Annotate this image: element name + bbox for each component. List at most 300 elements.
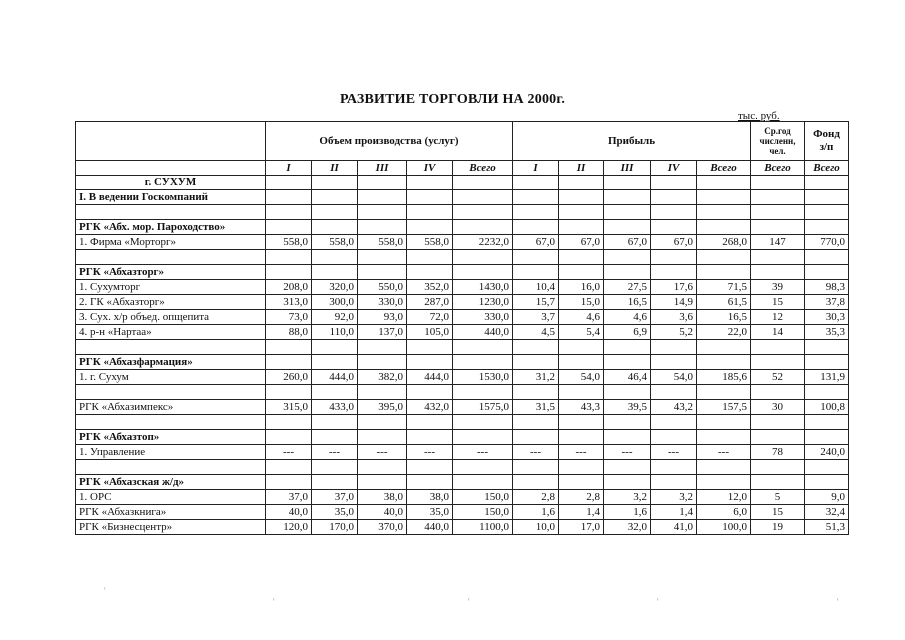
table-cell xyxy=(266,340,312,355)
row-label: РГК «Бизнесцентр» xyxy=(76,520,266,535)
table-cell xyxy=(697,176,751,190)
table-cell xyxy=(751,460,805,475)
table-cell xyxy=(805,415,849,430)
table-cell: --- xyxy=(697,445,751,460)
table-cell xyxy=(805,220,849,235)
table-cell: 5 xyxy=(751,490,805,505)
header-row-groups xyxy=(76,122,849,161)
table-cell: 22,0 xyxy=(697,325,751,340)
table-cell: 46,4 xyxy=(604,370,651,385)
table-cell xyxy=(453,220,513,235)
table-cell xyxy=(453,340,513,355)
table-cell xyxy=(805,205,849,220)
table-cell xyxy=(407,205,453,220)
table-row xyxy=(76,460,849,475)
margin-mark: ʻ xyxy=(103,586,107,597)
table-cell: 1575,0 xyxy=(453,400,513,415)
table-cell xyxy=(805,385,849,400)
table-cell: 268,0 xyxy=(697,235,751,250)
table-cell xyxy=(358,430,407,445)
header-quarter: I xyxy=(266,161,312,176)
table-cell xyxy=(453,475,513,490)
table-cell xyxy=(358,385,407,400)
table-cell xyxy=(407,250,453,265)
table-cell: 3,7 xyxy=(513,310,559,325)
table-cell xyxy=(358,250,407,265)
row-label xyxy=(76,385,266,400)
table-cell: 3,6 xyxy=(651,310,697,325)
header-blank-cell xyxy=(76,122,266,161)
row-label: 1. Фирма «Морторг» xyxy=(76,235,266,250)
table-cell xyxy=(312,430,358,445)
row-label: РГК «Абхазимпекс» xyxy=(76,400,266,415)
table-cell xyxy=(407,340,453,355)
table-cell xyxy=(312,176,358,190)
table-cell: 1230,0 xyxy=(453,295,513,310)
table-cell xyxy=(697,460,751,475)
table-row xyxy=(76,400,849,415)
table-row xyxy=(76,445,849,460)
table-cell xyxy=(407,460,453,475)
table-cell xyxy=(312,190,358,205)
table-cell: 10,4 xyxy=(513,280,559,295)
table-cell xyxy=(358,176,407,190)
table-cell xyxy=(697,340,751,355)
table-cell: 150,0 xyxy=(453,490,513,505)
table-cell: 240,0 xyxy=(805,445,849,460)
table-cell xyxy=(751,250,805,265)
row-label: 1. Управление xyxy=(76,445,266,460)
table-cell: 67,0 xyxy=(513,235,559,250)
header-blank-cell xyxy=(76,161,266,176)
table-cell xyxy=(697,355,751,370)
table-cell xyxy=(266,265,312,280)
table-cell xyxy=(513,340,559,355)
table-cell xyxy=(266,205,312,220)
table-cell xyxy=(651,220,697,235)
table-cell: 432,0 xyxy=(407,400,453,415)
table-cell: --- xyxy=(358,445,407,460)
table-cell xyxy=(697,475,751,490)
table-cell xyxy=(651,176,697,190)
table-cell xyxy=(513,415,559,430)
table-cell xyxy=(559,475,604,490)
table-cell xyxy=(697,430,751,445)
table-cell xyxy=(266,176,312,190)
table-cell xyxy=(805,265,849,280)
table-cell: 17,0 xyxy=(559,520,604,535)
unit-label: тыс. руб. xyxy=(738,110,780,122)
table-cell: 287,0 xyxy=(407,295,453,310)
table-cell xyxy=(312,250,358,265)
table-cell: 3,2 xyxy=(604,490,651,505)
table-cell: 4,6 xyxy=(559,310,604,325)
header-quarter: Всего xyxy=(697,161,751,176)
table-cell: 550,0 xyxy=(358,280,407,295)
table-cell: 43,2 xyxy=(651,400,697,415)
table-row xyxy=(76,385,849,400)
table-cell xyxy=(559,265,604,280)
table-cell xyxy=(559,340,604,355)
table-cell xyxy=(312,475,358,490)
table-row xyxy=(76,340,849,355)
row-label xyxy=(76,250,266,265)
row-label: 2. ГК «Абхазторг» xyxy=(76,295,266,310)
header-quarter: III xyxy=(358,161,407,176)
table-cell: 52 xyxy=(751,370,805,385)
header-total: Всего xyxy=(751,161,805,176)
table-cell: 120,0 xyxy=(266,520,312,535)
table-cell: 40,0 xyxy=(358,505,407,520)
table-cell xyxy=(751,355,805,370)
table-cell xyxy=(604,415,651,430)
table-cell xyxy=(604,190,651,205)
table-cell: 54,0 xyxy=(559,370,604,385)
table-cell xyxy=(805,355,849,370)
table-cell xyxy=(604,385,651,400)
table-cell xyxy=(513,250,559,265)
table-cell: 558,0 xyxy=(407,235,453,250)
table-cell xyxy=(266,385,312,400)
table-cell: 51,3 xyxy=(805,520,849,535)
document-title: РАЗВИТИЕ ТОРГОВЛИ НА 2000г. xyxy=(339,92,566,107)
table-cell xyxy=(312,460,358,475)
table-row xyxy=(76,176,849,190)
table-cell xyxy=(604,205,651,220)
table-cell: 16,5 xyxy=(697,310,751,325)
header-quarter: II xyxy=(312,161,358,176)
table-cell: 35,0 xyxy=(312,505,358,520)
table-cell: 208,0 xyxy=(266,280,312,295)
table-cell xyxy=(604,430,651,445)
table-cell: 1530,0 xyxy=(453,370,513,385)
table-cell xyxy=(751,475,805,490)
table-cell xyxy=(651,460,697,475)
table-cell xyxy=(697,415,751,430)
table-cell: 37,0 xyxy=(266,490,312,505)
table-cell xyxy=(358,190,407,205)
table-cell xyxy=(407,220,453,235)
table-cell: 260,0 xyxy=(266,370,312,385)
table-cell: 39,5 xyxy=(604,400,651,415)
table-cell: 300,0 xyxy=(312,295,358,310)
table-cell xyxy=(358,460,407,475)
table-row xyxy=(76,520,849,535)
table-cell: 35,3 xyxy=(805,325,849,340)
table-row xyxy=(76,370,849,385)
table-cell xyxy=(651,205,697,220)
table-cell xyxy=(407,190,453,205)
table-cell xyxy=(751,220,805,235)
table-cell xyxy=(266,475,312,490)
table-cell: 105,0 xyxy=(407,325,453,340)
table-cell xyxy=(312,415,358,430)
table-cell: 320,0 xyxy=(312,280,358,295)
table-cell: 10,0 xyxy=(513,520,559,535)
table-cell xyxy=(751,385,805,400)
table-cell xyxy=(604,250,651,265)
table-cell: --- xyxy=(559,445,604,460)
table-cell xyxy=(312,340,358,355)
table-cell: 440,0 xyxy=(453,325,513,340)
table-row xyxy=(76,220,849,235)
row-label: РГК «Абхазская ж/д» xyxy=(76,475,266,490)
table-cell xyxy=(604,355,651,370)
table-cell xyxy=(407,385,453,400)
table-cell xyxy=(513,265,559,280)
table-row xyxy=(76,295,849,310)
table-cell: 31,5 xyxy=(513,400,559,415)
table-cell xyxy=(559,190,604,205)
table-cell xyxy=(312,265,358,280)
row-label: I. В ведении Госкомпаний xyxy=(76,190,266,205)
table-cell: 3,2 xyxy=(651,490,697,505)
header-quarter: III xyxy=(604,161,651,176)
table-row xyxy=(76,430,849,445)
row-label xyxy=(76,415,266,430)
table-cell xyxy=(559,220,604,235)
table-cell xyxy=(559,250,604,265)
table-cell xyxy=(651,415,697,430)
table-cell xyxy=(604,475,651,490)
table-cell: 185,6 xyxy=(697,370,751,385)
table-cell: 12 xyxy=(751,310,805,325)
table-cell xyxy=(651,355,697,370)
table-cell xyxy=(559,385,604,400)
table-cell: 30,3 xyxy=(805,310,849,325)
table-cell: 15,7 xyxy=(513,295,559,310)
table-cell: 1100,0 xyxy=(453,520,513,535)
table-cell xyxy=(358,355,407,370)
table-cell: 15 xyxy=(751,295,805,310)
table-row xyxy=(76,490,849,505)
table-cell xyxy=(697,220,751,235)
table-cell xyxy=(651,340,697,355)
table-cell: 444,0 xyxy=(407,370,453,385)
margin-mark: ʻ xyxy=(836,597,840,608)
table-cell xyxy=(559,355,604,370)
table-cell xyxy=(358,205,407,220)
table-cell xyxy=(266,220,312,235)
table-cell xyxy=(453,415,513,430)
table-cell xyxy=(751,190,805,205)
table-cell xyxy=(407,176,453,190)
table-cell xyxy=(312,355,358,370)
row-label: РГК «Абхазторг» xyxy=(76,265,266,280)
table-cell xyxy=(358,415,407,430)
row-label: 1. г. Сухум xyxy=(76,370,266,385)
header-profit: Прибыль xyxy=(513,122,751,161)
header-quarter: IV xyxy=(651,161,697,176)
table-cell xyxy=(312,220,358,235)
header-fund: Фонд з/п xyxy=(805,122,849,161)
table-cell: 2,8 xyxy=(559,490,604,505)
table-cell xyxy=(453,250,513,265)
table-cell xyxy=(604,265,651,280)
table-cell: 32,0 xyxy=(604,520,651,535)
table-cell: 14 xyxy=(751,325,805,340)
table-cell: 558,0 xyxy=(312,235,358,250)
table-cell xyxy=(751,176,805,190)
table-cell xyxy=(266,430,312,445)
table-row xyxy=(76,415,849,430)
table-row xyxy=(76,355,849,370)
table-cell: 313,0 xyxy=(266,295,312,310)
table-cell xyxy=(266,460,312,475)
table-row xyxy=(76,475,849,490)
table-cell xyxy=(805,250,849,265)
table-body xyxy=(76,176,849,535)
table-cell: 9,0 xyxy=(805,490,849,505)
table-cell xyxy=(513,205,559,220)
table-cell: 315,0 xyxy=(266,400,312,415)
table-cell xyxy=(407,355,453,370)
table-cell: 100,0 xyxy=(697,520,751,535)
table-cell xyxy=(559,460,604,475)
table-cell xyxy=(805,460,849,475)
table-cell xyxy=(604,460,651,475)
table-cell: 73,0 xyxy=(266,310,312,325)
row-label xyxy=(76,460,266,475)
table-row xyxy=(76,325,849,340)
table-cell: 61,5 xyxy=(697,295,751,310)
row-label: РГК «Абхазфармация» xyxy=(76,355,266,370)
row-label: 1. ОРС xyxy=(76,490,266,505)
table-cell: 395,0 xyxy=(358,400,407,415)
table-cell: --- xyxy=(266,445,312,460)
table-cell xyxy=(407,415,453,430)
table-cell xyxy=(453,385,513,400)
table-row xyxy=(76,205,849,220)
table-cell xyxy=(651,190,697,205)
trade-table xyxy=(75,121,849,535)
table-cell: 5,4 xyxy=(559,325,604,340)
table-cell: 770,0 xyxy=(805,235,849,250)
table-cell xyxy=(651,250,697,265)
table-cell: 1430,0 xyxy=(453,280,513,295)
table-cell: 558,0 xyxy=(266,235,312,250)
table-cell: 330,0 xyxy=(358,295,407,310)
table-cell xyxy=(559,176,604,190)
table-cell: 78 xyxy=(751,445,805,460)
table-cell xyxy=(559,205,604,220)
row-label: 3. Сух. х/р объед. опщепита xyxy=(76,310,266,325)
table-cell xyxy=(513,220,559,235)
table-cell: --- xyxy=(651,445,697,460)
table-cell xyxy=(513,176,559,190)
table-cell xyxy=(805,475,849,490)
margin-mark: ʻ xyxy=(467,597,471,608)
table-cell xyxy=(751,415,805,430)
table-cell xyxy=(513,475,559,490)
table-row xyxy=(76,310,849,325)
table-cell: 30 xyxy=(751,400,805,415)
table-cell xyxy=(805,190,849,205)
table-cell xyxy=(651,385,697,400)
table-cell xyxy=(513,190,559,205)
margin-mark: ʻ xyxy=(272,597,276,608)
table-cell xyxy=(453,460,513,475)
table-cell: 43,3 xyxy=(559,400,604,415)
table-cell: --- xyxy=(453,445,513,460)
row-label xyxy=(76,205,266,220)
table-cell xyxy=(358,475,407,490)
table-cell xyxy=(697,265,751,280)
table-cell xyxy=(358,220,407,235)
table-cell xyxy=(604,340,651,355)
table-cell: 100,8 xyxy=(805,400,849,415)
table-cell: 67,0 xyxy=(604,235,651,250)
table-cell: --- xyxy=(604,445,651,460)
header-total: Всего xyxy=(805,161,849,176)
table-cell: 16,0 xyxy=(559,280,604,295)
table-cell xyxy=(513,430,559,445)
table-cell: 157,5 xyxy=(697,400,751,415)
table-cell: 444,0 xyxy=(312,370,358,385)
table-cell xyxy=(453,176,513,190)
table-cell xyxy=(513,385,559,400)
table-cell xyxy=(513,460,559,475)
table-cell: 67,0 xyxy=(651,235,697,250)
table-cell: 72,0 xyxy=(407,310,453,325)
table-row xyxy=(76,265,849,280)
table-cell: 38,0 xyxy=(407,490,453,505)
table-cell: 88,0 xyxy=(266,325,312,340)
table-cell: --- xyxy=(513,445,559,460)
table-cell: 1,4 xyxy=(651,505,697,520)
table-cell xyxy=(559,415,604,430)
table-cell: 433,0 xyxy=(312,400,358,415)
table-cell xyxy=(805,340,849,355)
table-cell xyxy=(312,205,358,220)
table-cell xyxy=(697,385,751,400)
table-cell xyxy=(651,265,697,280)
table-cell: 32,4 xyxy=(805,505,849,520)
table-cell xyxy=(453,355,513,370)
table-cell: 71,5 xyxy=(697,280,751,295)
table-cell xyxy=(358,340,407,355)
table-cell: 4,5 xyxy=(513,325,559,340)
table-cell: 12,0 xyxy=(697,490,751,505)
table-cell: 93,0 xyxy=(358,310,407,325)
table-cell: 17,6 xyxy=(651,280,697,295)
table-cell: --- xyxy=(312,445,358,460)
table-cell: 98,3 xyxy=(805,280,849,295)
table-cell xyxy=(453,265,513,280)
table-cell xyxy=(697,205,751,220)
table-cell: 15,0 xyxy=(559,295,604,310)
table-cell: 38,0 xyxy=(358,490,407,505)
row-label: 4. р-н «Нартаа» xyxy=(76,325,266,340)
table-cell xyxy=(407,430,453,445)
table-cell xyxy=(513,355,559,370)
row-label xyxy=(76,340,266,355)
table-cell: 39 xyxy=(751,280,805,295)
table-cell: 37,8 xyxy=(805,295,849,310)
header-row-quarters xyxy=(76,161,849,176)
table-cell: 31,2 xyxy=(513,370,559,385)
table-cell xyxy=(266,250,312,265)
table-cell: 2232,0 xyxy=(453,235,513,250)
table-cell: 440,0 xyxy=(407,520,453,535)
table-cell xyxy=(266,190,312,205)
table-cell xyxy=(453,190,513,205)
table-cell: 2,8 xyxy=(513,490,559,505)
table-cell: 330,0 xyxy=(453,310,513,325)
table-cell xyxy=(805,176,849,190)
table-cell xyxy=(751,265,805,280)
table-cell xyxy=(697,190,751,205)
